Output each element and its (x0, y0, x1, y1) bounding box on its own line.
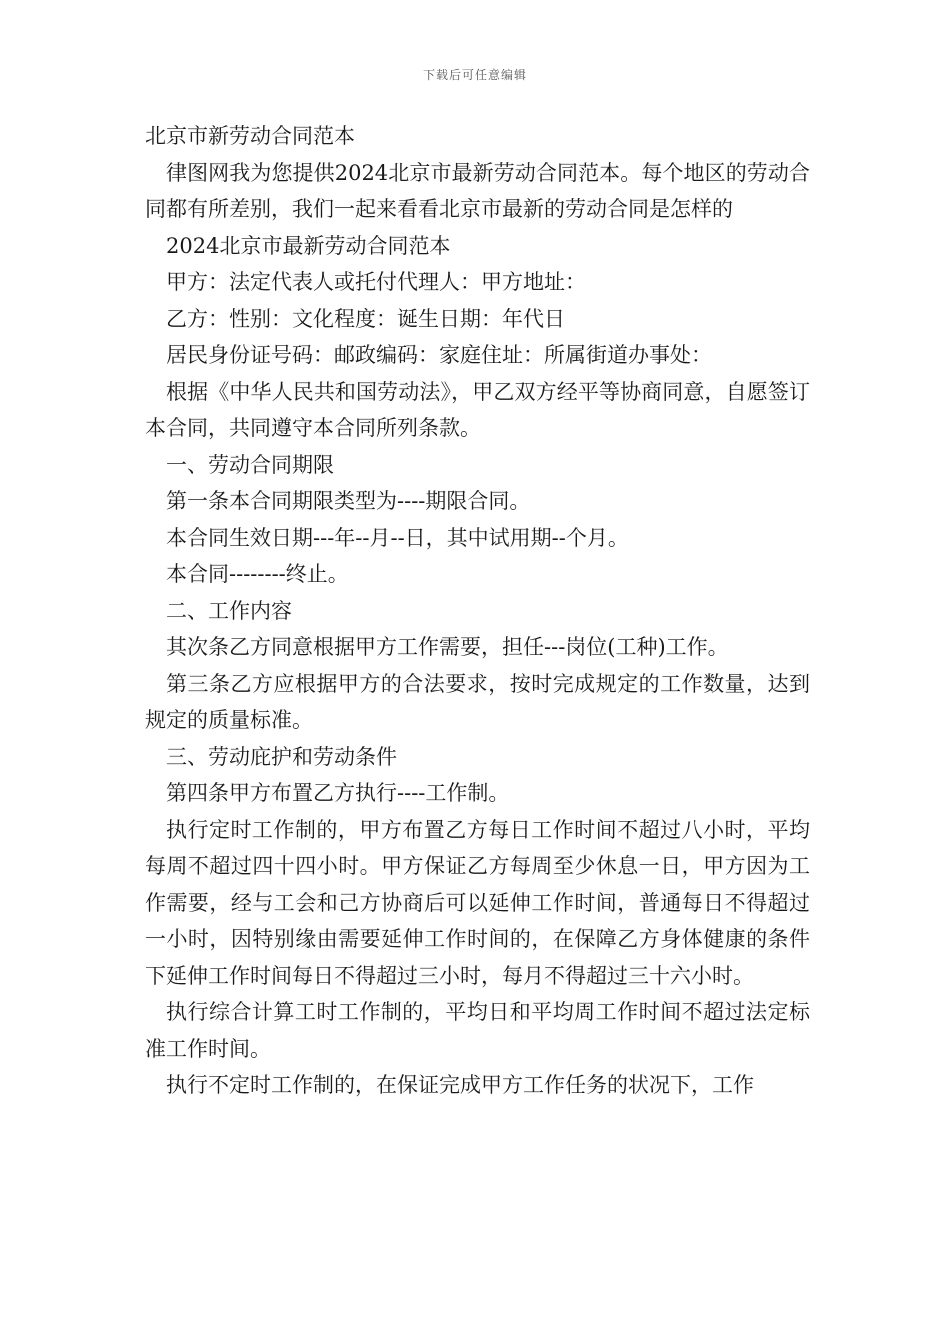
document-title: 北京市新劳动合同范本 (145, 124, 355, 148)
paragraph-intro: 律图网我为您提供2024北京市最新劳动合同范本。每个地区的劳动合同都有所差别，我们一起来看看北京市最新的劳动合同是怎样的 (145, 160, 810, 221)
paragraph-article-1: 第一条本合同期限类型为----期限合同。 (166, 489, 531, 513)
page-header-note: 下载后可任意编辑 (422, 68, 527, 82)
document-body (145, 118, 810, 1104)
paragraph-party-a: 甲方：法定代表人或托付代理人：甲方地址： (166, 270, 586, 294)
paragraph-termination: 本合同--------终止。 (166, 562, 349, 586)
paragraph-article-3: 第三条乙方应根据甲方的合法要求，按时完成规定的工作数量，达到规定的质量标准。 (145, 671, 810, 732)
section-heading-work: 二、工作内容 (166, 598, 292, 623)
paragraph-preamble: 根据《中华人民共和国劳动法》，甲乙双方经平等协商同意，自愿签订本合同，共同遵守本合同所列条款。 (145, 379, 810, 440)
paragraph-subtitle: 2024北京市最新劳动合同范本 (166, 233, 451, 258)
paragraph-article-4: 第四条甲方布置乙方执行----工作制。 (166, 781, 510, 805)
paragraph-fixed-hours: 执行定时工作制的，甲方布置乙方每日工作时间不超过八小时，平均每周不超过四十四小时。甲方保证乙方每周至少休息一日，甲方因为工作需要，经与工会和己方协商后可以延伸工作时间，普通每日不得超过一小时，因特别缘由需要延伸工作时间的，在保障乙方身体健康的条件下延伸工作时间每日不得超过三小时，每月不得超过三十六小时。 (145, 817, 810, 988)
paragraph-party-b: 乙方：性别：文化程度：诞生日期：年代日 (166, 306, 565, 331)
paragraph-article-2: 其次条乙方同意根据甲方工作需要，担任---岗位(工种)工作。 (166, 635, 729, 659)
paragraph-comprehensive-hours: 执行综合计算工时工作制的，平均日和平均周工作时间不超过法定标准工作时间。 (145, 1000, 810, 1061)
paragraph-effective-date: 本合同生效日期---年--月--日，其中试用期--个月。 (166, 525, 629, 550)
paragraph-flexible-hours: 执行不定时工作制的，在保证完成甲方工作任务的状况下，工作 (166, 1073, 754, 1097)
section-heading-protection: 三、劳动庇护和劳动条件 (166, 744, 397, 769)
paragraph-id-info: 居民身份证号码：邮政编码：家庭住址：所属街道办事处： (166, 343, 712, 367)
section-heading-term: 一、劳动合同期限 (166, 452, 334, 477)
